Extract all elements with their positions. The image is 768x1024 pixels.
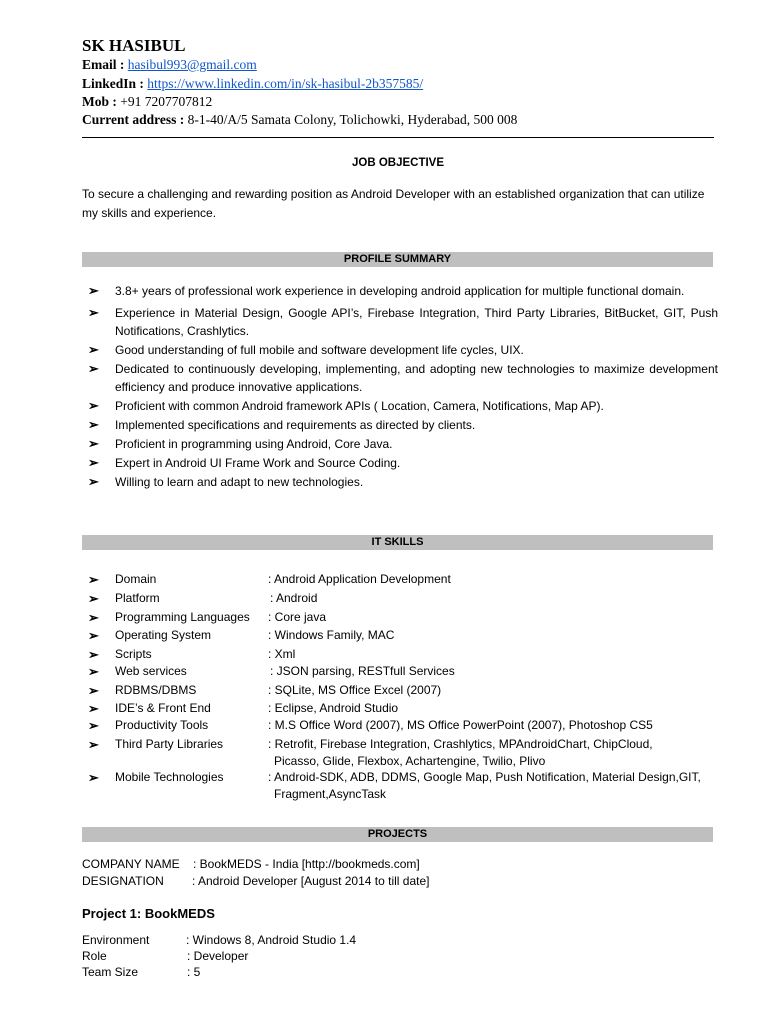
profile-summary-list: [88, 282, 718, 491]
designation-label: DESIGNATION: [82, 874, 164, 888]
list-item: ➢ 3.8+ years of professional work experience in developing android application for multiple functional domain.: [88, 283, 685, 298]
designation-value: : Android Developer [August 2014 to till date]: [192, 874, 430, 888]
environment-value: : Windows 8, Android Studio 1.4: [186, 933, 357, 947]
arrow-bullet-icon: ➢: [88, 701, 99, 716]
email-label: Email :: [82, 57, 125, 72]
arrow-bullet-icon: ➢: [88, 737, 99, 752]
arrow-bullet-icon: ➢: [88, 628, 99, 643]
address-label: Current address :: [82, 112, 185, 127]
projects-header: PROJECTS: [82, 827, 713, 842]
header-divider: [82, 137, 714, 138]
candidate-name: SK HASIBUL: [82, 36, 186, 55]
arrow-bullet-icon: ➢: [88, 342, 99, 357]
environment-row: [82, 933, 357, 947]
role-value: : Developer: [187, 949, 249, 963]
team-size-row: [82, 965, 201, 979]
arrow-bullet-icon: ➢: [88, 474, 99, 489]
list-item: ➢ Good understanding of full mobile and software development life cycles, UIX.: [88, 342, 524, 357]
job-objective-title: JOB OBJECTIVE: [351, 157, 445, 169]
list-item: ➢ Proficient in programming using Android, Core Java.: [88, 436, 393, 451]
resume-page: SK HASIBUL Email : hasibul993@gmail.com LinkedIn : https://www.linkedin.com/in/sk-hasibul-2b357585/ Mob : +91 7207707812 Current address : 8-1-40/A/5 Samata Colony, Tolichowki, Hyderabad, 500 008 JOB OBJECTIVE To secure a challenging and rewarding position as Android Developer with an established organization that can utilize my skills and experience. PROFILE SUMMARY ➢ 3.8+ years of professional work experience in developing android application for multiple functional domain. ➢ Experience in Material Design, Google API’s, Firebase Integration, Third Party Libraries, BitBucket, GIT, Push Notifications, Crashlytics. ➢ Good understanding of full mobile and software development life cycles, UIX. ➢ Dedicated to continuously developing, implementing, and adopting new technologies to maximize development efficiency and produce innovative applications. ➢ Proficient with common Android framework APIs ( Location, Camera, Notifications, Map AP). ➢ Implemented specifications and requirements as directed by clients. ➢ Proficient in programming using Android, Core Java. ➢ Expert in Android UI Frame Work and Source Coding. ➢ Willing to learn and adapt to new technologies. IT SKILLS ➢ Domain : Android Application Development ➢ Platform : Android ➢ Programming Languages : Core java ➢ Operating System : Windows Family, MAC ➢ Scripts : Xml ➢ Web services : JSON parsing, RESTfull Services ➢ RDBMS/DBMS : SQLite, MS Office Excel (2007) ➢ IDE’s & Front End : Eclipse, Android Studio ➢ Productivity Tools : M.S Office Word (2007), MS Office PowerPoint (2007), Photoshop CS5 ➢ Third Party Libraries : Retrofit, Firebase Integration, Crashlytics, MPAndroidChart, ChipCloud, Picasso, Glide, Flexbox, Achartengine, Twilio, Plivo ➢ Mobile Technologies : Android-SDK, ADB, DDMS, Google Map, Push Notification, Material Design,GIT, Fragment,AsyncTask PROJECTS COMPANY NAME : BookMEDS - India [http://bookmeds.com] DESIGNATION : Android Developer [August 2014 to till date] Project 1: BookMEDS Environment : Windows 8, Android Studio 1.4 Role : Developer Team Size : 5: [82, 36, 718, 979]
list-item: ➢ Experience in Material Design, Google API’s, Firebase Integration, Third Party Libraries, BitBucket, GIT, Push Notifications, Crashlytics.: [88, 305, 718, 338]
mobile-label: Mob :: [82, 94, 117, 109]
linkedin-link[interactable]: https://www.linkedin.com/in/sk-hasibul-2b357585/: [147, 76, 424, 91]
arrow-bullet-icon: ➢: [88, 591, 99, 606]
list-item: ➢ Dedicated to continuously developing, implementing, and adopting new technologies to maximize development efficiency and produce innovative applications.: [88, 361, 718, 394]
project-1-title: Project 1: BookMEDS: [82, 906, 215, 921]
arrow-bullet-icon: ➢: [88, 683, 99, 698]
designation-row: [82, 874, 430, 888]
address-value: 8-1-40/A/5 Samata Colony, Tolichowki, Hyderabad, 500 008: [187, 112, 518, 127]
list-item: ➢ Implemented specifications and requirements as directed by clients.: [88, 417, 476, 432]
role-label: Role: [82, 949, 107, 963]
arrow-bullet-icon: ➢: [88, 398, 99, 413]
address-line: [82, 112, 517, 128]
arrow-bullet-icon: ➢: [88, 455, 99, 470]
email-line: [82, 57, 257, 73]
arrow-bullet-icon: ➢: [88, 283, 99, 298]
team-size-value: : 5: [187, 965, 201, 979]
mobile-line: [82, 94, 212, 110]
team-size-label: Team Size: [82, 965, 139, 979]
job-objective-text: To secure a challenging and rewarding position as Android Developer with an established organization that can utilize my skills and experience.: [82, 187, 705, 220]
arrow-bullet-icon: ➢: [88, 572, 99, 587]
arrow-bullet-icon: ➢: [88, 647, 99, 662]
profile-summary-header: PROFILE SUMMARY: [82, 252, 713, 267]
arrow-bullet-icon: ➢: [88, 664, 99, 679]
arrow-bullet-icon: ➢: [88, 436, 99, 451]
arrow-bullet-icon: ➢: [88, 770, 99, 785]
linkedin-line: [82, 76, 423, 92]
environment-label: Environment: [82, 933, 150, 947]
arrow-bullet-icon: ➢: [88, 417, 99, 432]
arrow-bullet-icon: ➢: [88, 361, 99, 376]
email-link[interactable]: hasibul993@gmail.com: [127, 57, 257, 72]
it-skills-header: IT SKILLS: [82, 535, 713, 550]
arrow-bullet-icon: ➢: [88, 718, 99, 733]
mobile-number: +91 7207707812: [120, 94, 213, 109]
company-name-label: COMPANY NAME: [82, 857, 180, 871]
role-row: [82, 949, 249, 963]
arrow-bullet-icon: ➢: [88, 610, 99, 625]
linkedin-label: LinkedIn :: [82, 76, 144, 91]
list-item: ➢ Expert in Android UI Frame Work and Source Coding.: [88, 455, 401, 470]
list-item: ➢ Willing to learn and adapt to new technologies.: [88, 474, 364, 489]
company-name-value: : BookMEDS - India [http://bookmeds.com]: [193, 857, 420, 871]
list-item: ➢ Proficient with common Android framework APIs ( Location, Camera, Notifications, Map AP).: [88, 398, 604, 413]
company-name-row: [82, 857, 420, 871]
arrow-bullet-icon: ➢: [88, 305, 99, 320]
